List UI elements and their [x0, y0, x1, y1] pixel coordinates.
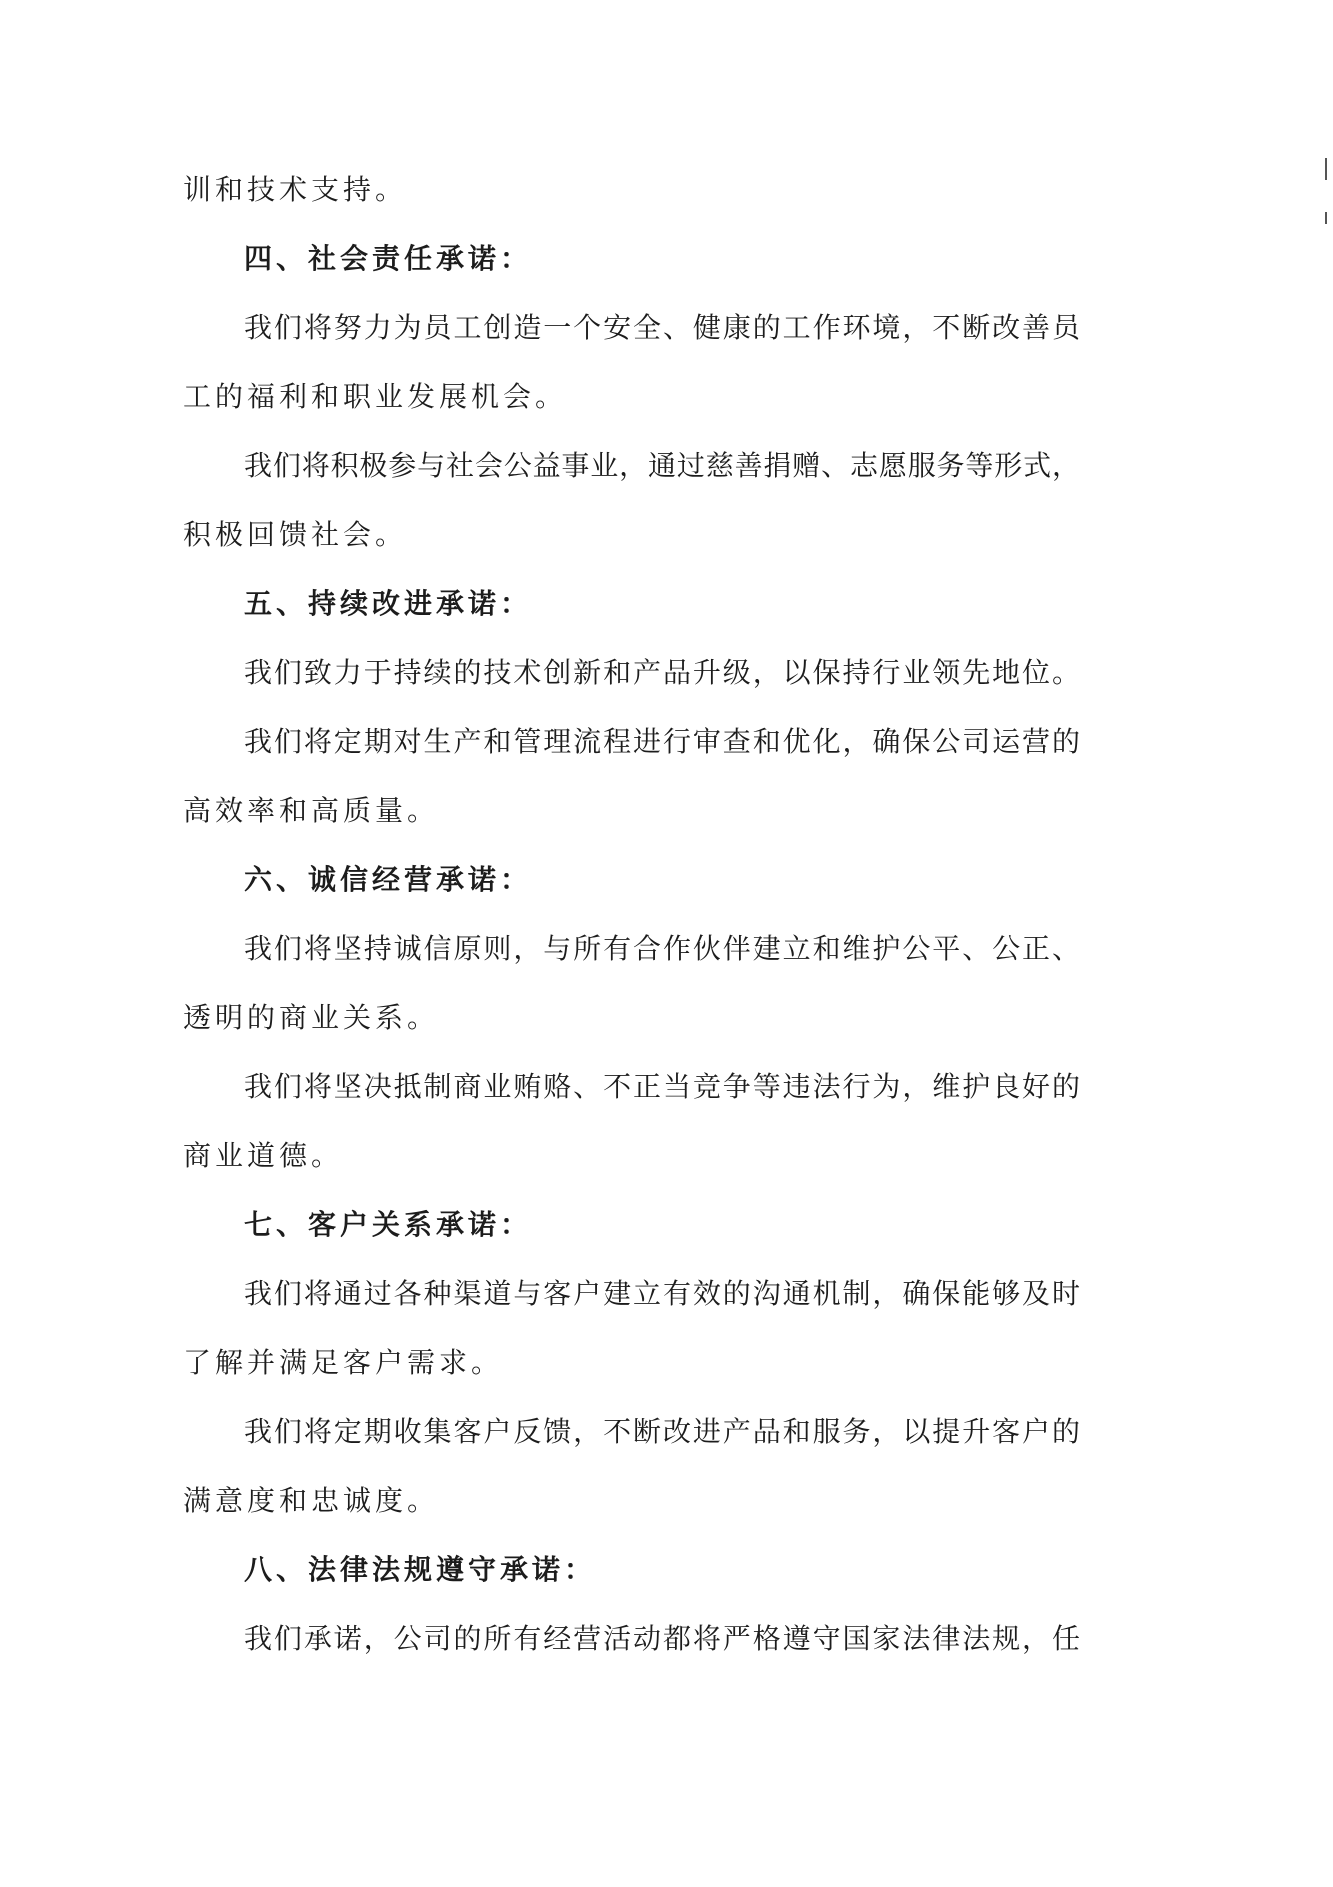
paragraph-line: 我们将定期收集客户反馈，不断改进产品和服务，以提升客户的: [244, 1415, 1080, 1448]
paragraph-line: 满意度和忠诚度。: [183, 1484, 440, 1517]
section-heading-legal-compliance: 八、法律法规遵守承诺：: [244, 1553, 597, 1586]
paragraph-line: 透明的商业关系。: [183, 1001, 440, 1034]
paragraph-line: 我们将努力为员工创造一个安全、健康的工作环境，不断改善员: [244, 311, 1080, 344]
paragraph-continuation-line: 训和技术支持。: [183, 173, 408, 206]
paragraph-line: 我们致力于持续的技术创新和产品升级，以保持行业领先地位。: [244, 656, 1080, 689]
paragraph-line: 我们将通过各种渠道与客户建立有效的沟通机制，确保能够及时: [244, 1277, 1080, 1310]
paragraph-line: 工的福利和职业发展机会。: [183, 380, 568, 413]
paragraph-line: 高效率和高质量。: [183, 794, 440, 827]
paragraph-line: 我们将定期对生产和管理流程进行审查和优化，确保公司运营的: [244, 725, 1080, 758]
scan-edge-mark: [1325, 212, 1327, 224]
paragraph-line: 积极回馈社会。: [183, 518, 408, 551]
paragraph-line: 我们将坚持诚信原则，与所有合作伙伴建立和维护公平、公正、: [244, 932, 1080, 965]
paragraph-line: 我们将坚决抵制商业贿赂、不正当竞争等违法行为，维护良好的: [244, 1070, 1080, 1103]
paragraph-line: 我们将积极参与社会公益事业，通过慈善捐赠、志愿服务等形式，: [244, 449, 1080, 482]
section-heading-continuous-improvement: 五、持续改进承诺：: [244, 587, 533, 620]
paragraph-line: 了解并满足客户需求。: [183, 1346, 504, 1379]
section-heading-integrity: 六、诚信经营承诺：: [244, 863, 533, 896]
section-heading-social-responsibility: 四、社会责任承诺：: [244, 242, 533, 275]
scan-edge-mark: [1325, 158, 1327, 180]
section-heading-customer-relations: 七、客户关系承诺：: [244, 1208, 533, 1241]
paragraph-line: 商业道德。: [183, 1139, 344, 1172]
paragraph-line: 我们承诺，公司的所有经营活动都将严格遵守国家法律法规，任: [244, 1622, 1080, 1655]
